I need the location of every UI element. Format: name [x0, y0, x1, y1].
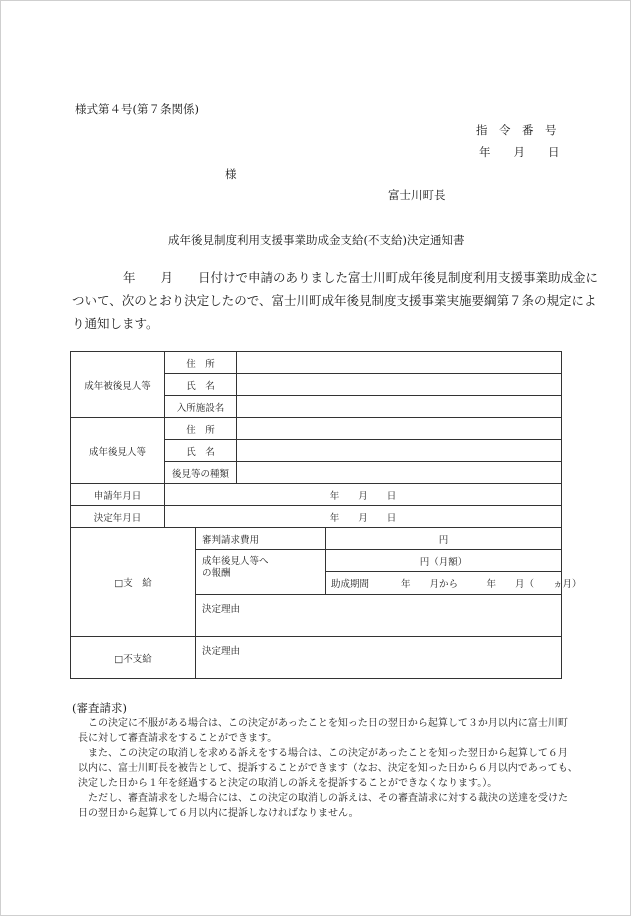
trial-cost-yen: 円 — [326, 528, 562, 550]
guardian-name-label: 氏 名 — [165, 440, 237, 462]
no-payment-option[interactable]: □不支給 — [71, 637, 196, 679]
body-line-1: 年 月 日付けで申請のありました富士川町成年後見制度利用支援事業助成金に — [123, 270, 599, 285]
appeal-line-5: 決定した日から１年を経過すると決定の取消しの訴えを提訴することができなくなります。）。 — [78, 778, 498, 789]
appeal-line-6: ただし、審査請求をした場合には、この決定の取消しの訴えは、その審査請求に対する裁決の送達を受けた — [78, 793, 568, 804]
guardian-address-field[interactable] — [237, 418, 562, 440]
ward-address-field[interactable] — [237, 352, 562, 374]
subsidy-period-label: 助成期間 — [331, 579, 370, 590]
document-title: 成年後見制度利用支援事業助成金支給(不支給)決定通知書 — [168, 233, 465, 247]
appeal-line-3: また、この決定の取消しを求める訴えをする場合は、この決定があったことを知った翌日から起算して６月 — [78, 748, 568, 759]
application-date-label: 申請年月日 — [71, 484, 165, 506]
ward-address-label: 住 所 — [165, 352, 237, 374]
guardian-fee-label-line-1: 成年後見人等へ — [202, 556, 269, 567]
guardian-fee-label — [196, 550, 326, 595]
issuer-name: 富士川町長 — [388, 188, 446, 202]
facility-field[interactable] — [237, 396, 562, 418]
guardian-type-field[interactable] — [237, 462, 562, 484]
subsidy-period-range: 年 月から 年 月（ ヵ月） — [401, 579, 582, 590]
non-payment-decision-reason-label: 決定理由 — [196, 637, 562, 679]
payment-decision-reason-label: 決定理由 — [196, 595, 562, 637]
appeal-heading: (審査請求) — [72, 701, 127, 715]
body-line-2: ついて、次のとおり決定したので、富士川町成年後見制度支援事業実施要綱第７条の規定によ — [72, 293, 597, 308]
guardian-address-label: 住 所 — [165, 418, 237, 440]
guardian-name-field[interactable] — [237, 440, 562, 462]
subsidy-period-cell — [326, 572, 582, 595]
appeal-line-1: この決定に不服がある場合は、この決定があったことを知った日の翌日から起算して３か月以内に富士川町 — [78, 718, 568, 729]
ward-group-label: 成年被後見人等 — [71, 352, 165, 418]
ward-name-label: 氏 名 — [165, 374, 237, 396]
reference-number-label: 指 令 番 号 — [476, 123, 557, 137]
body-line-3: り通知します。 — [72, 316, 159, 331]
decision-date-field[interactable]: 年 月 日 — [165, 506, 562, 528]
appeal-line-4: 以内に、富士川町長を被告として、提訴することができます（なお、決定を知った日から６月以内であっても、 — [78, 763, 578, 774]
payment-option[interactable]: □支 給 — [71, 528, 196, 637]
guardian-group-label: 成年後見人等 — [71, 418, 165, 484]
appeal-line-7: 日の翌日から起算して６月以内に提訴しなければなりません。 — [78, 808, 359, 819]
application-date-field[interactable]: 年 月 日 — [165, 484, 562, 506]
guardian-fee-label-line-2: の報酬 — [202, 568, 231, 579]
guardian-type-label: 後見等の種類 — [165, 462, 237, 484]
ward-name-field[interactable] — [237, 374, 562, 396]
guardian-fee-monthly: 円（月額） — [326, 550, 562, 572]
decision-table — [70, 351, 582, 679]
issue-date-label: 年 月 日 — [479, 145, 560, 159]
appeal-notes — [78, 716, 578, 821]
decision-date-label: 決定年月日 — [71, 506, 165, 528]
form-number: 様式第４号(第７条関係) — [75, 102, 199, 116]
recipient-suffix: 様 — [225, 167, 237, 181]
facility-label: 入所施設名 — [165, 396, 237, 418]
appeal-line-2: 長に対して審査請求をすることができます。 — [78, 733, 278, 744]
trial-cost-label: 審判請求費用 — [196, 528, 326, 550]
